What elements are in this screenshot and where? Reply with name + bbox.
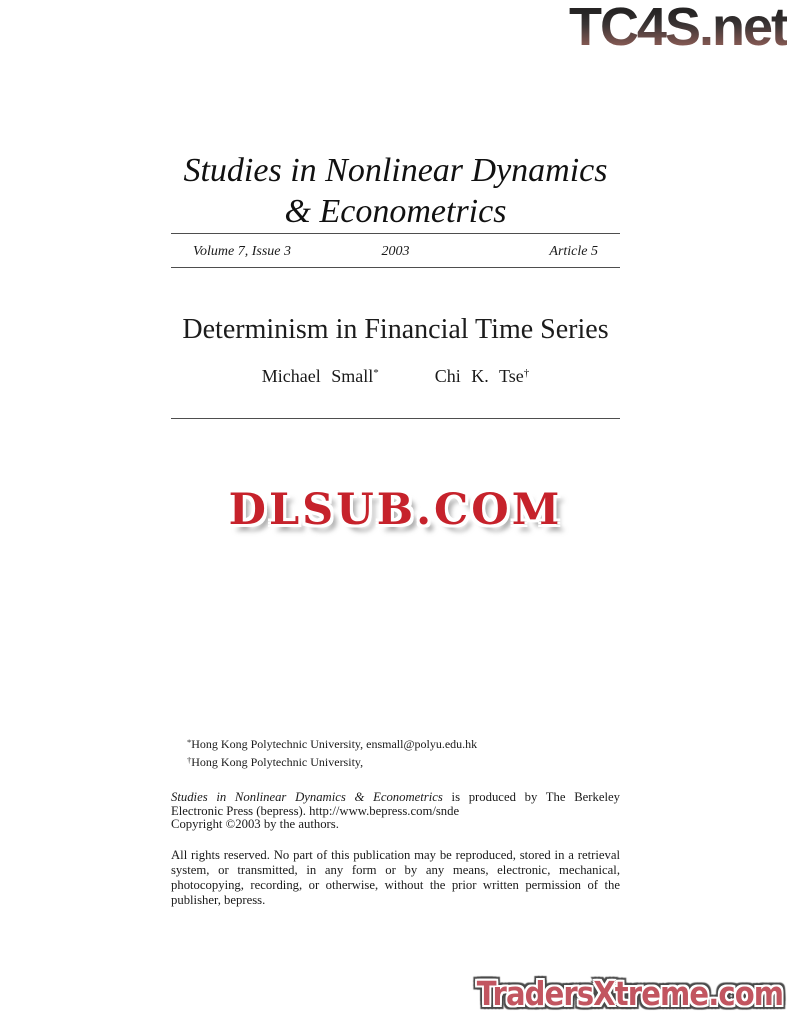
- publisher-imprint-paragraph: [171, 790, 620, 819]
- author-1-name: Michael Small: [261, 366, 374, 386]
- dlsub-watermark-wrap: [171, 482, 620, 538]
- journal-title-line1: Studies in Nonlinear Dynamics: [183, 152, 608, 189]
- author-1-footnote-marker: *: [373, 367, 379, 379]
- tradersxtreme-watermark-wrap: [435, 972, 783, 1016]
- authors-row: [171, 361, 620, 388]
- footnote-2: [187, 752, 620, 770]
- tc4s-watermark-logo: TC4S.net: [568, 0, 787, 57]
- copyright-line: Copyright ©2003 by the authors.: [171, 817, 339, 831]
- year-label: 2003: [381, 244, 410, 259]
- author-1: [262, 361, 379, 388]
- author-2-footnote-marker: †: [523, 367, 530, 379]
- volume-issue-label: Volume 7, Issue 3: [193, 244, 291, 259]
- paper-title: Determinism in Financial Time Series: [182, 314, 609, 345]
- author-2: [435, 361, 529, 388]
- journal-title-line2: & Econometrics: [284, 193, 507, 230]
- masthead-rule-top: [171, 233, 620, 234]
- footnote-1: [187, 734, 620, 752]
- imprint-produced-by-text: is produced by The Berkeley Electronic Press (bepress). http://www.bepress.com/snde: [171, 789, 620, 819]
- footnote-1-marker: *: [187, 737, 192, 747]
- footnote-2-marker: †: [187, 755, 192, 765]
- author-2-name: Chi K. Tse: [434, 366, 524, 386]
- title-section-divider-rule: [171, 418, 620, 419]
- journal-title: [171, 150, 620, 232]
- dlsub-watermark-logo: DLSUB.COM: [228, 485, 563, 535]
- imprint-journal-name: Studies in Nonlinear Dynamics & Econometrics: [171, 789, 443, 804]
- tradersxtreme-watermark-logo: TradersXtreme.com: [476, 974, 783, 1013]
- article-number-label: Article 5: [549, 244, 598, 259]
- footnote-2-text: Hong Kong Polytechnic University,: [191, 755, 364, 769]
- footnotes-block: [187, 734, 620, 770]
- rights-reserved-paragraph: All rights reserved. No part of this publication may be reproduced, stored in a retrieval system, or transmitted, in any form or by any means, electronic, mechanical, photocopying, recording, or otherwise, without the prior written permission of the publisher, bepress.: [171, 847, 620, 907]
- footnote-1-text: Hong Kong Polytechnic University, ensmall@polyu.edu.hk: [191, 737, 478, 751]
- volume-issue-row: [171, 240, 620, 263]
- masthead-rule-bottom: [171, 267, 620, 268]
